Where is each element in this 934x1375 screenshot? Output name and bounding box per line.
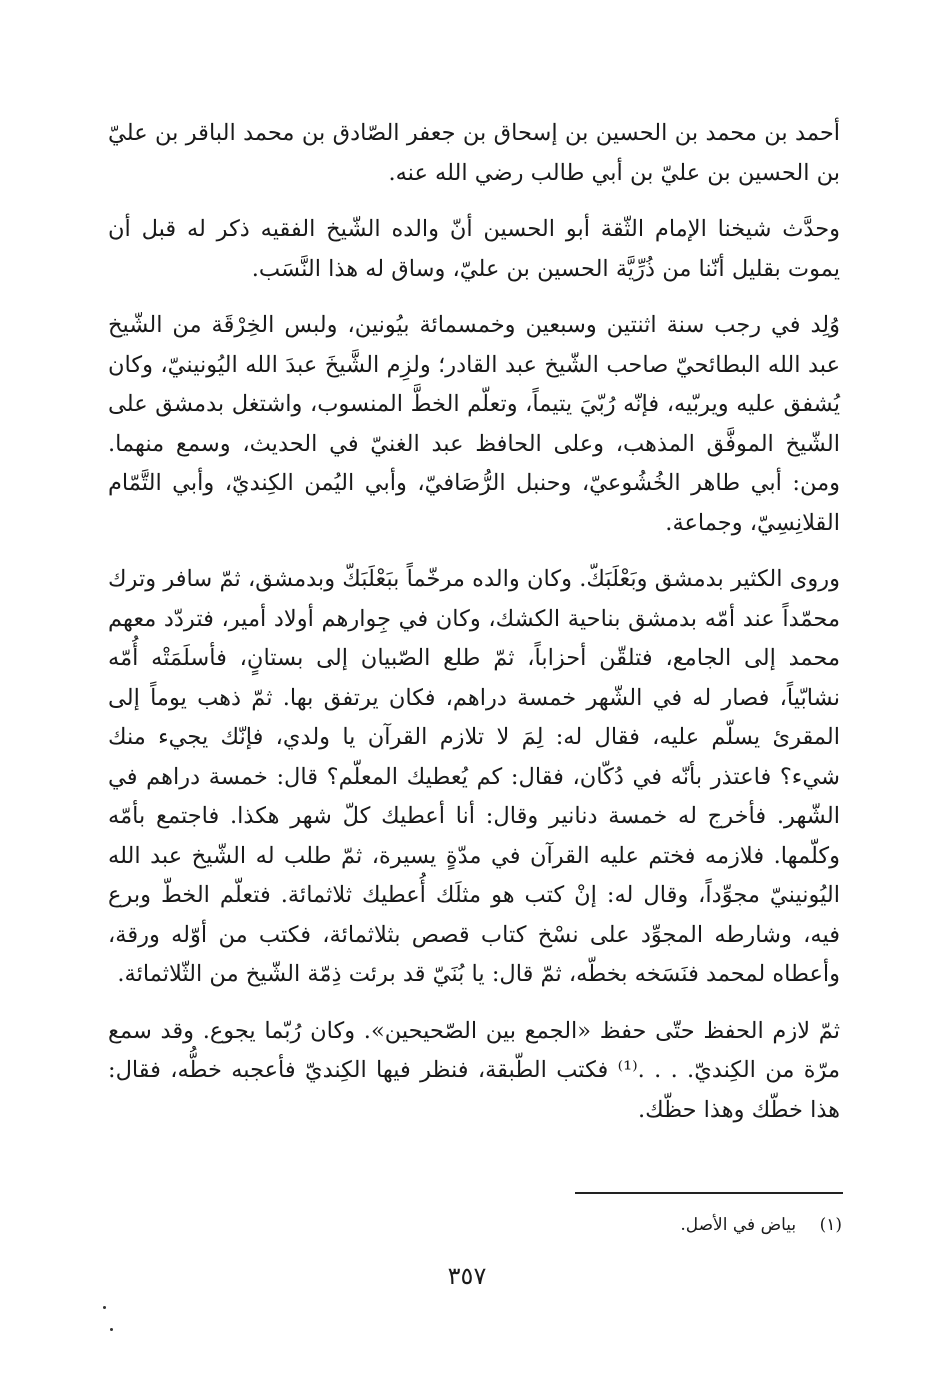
paragraph-childhood-story: وروى الكثير بدمشق وبَعْلَبَكّ. وكان والده مرخّماً ببَعْلَبَكّ وبدمشق، ثمّ سافر وترك محمّداً عند أمّه بدمشق بناحية الكشك، وكان في جِوارهم أولاد أمير، فتردّد معهم محمد إلى الجامع، فتلقّن أحزاباً، ثمّ طلع الصّبيان إلى بستانٍ، فأسلَمَتْه أُمّه نشابّياً، فصار له في الشّهر خمسة دراهم، فكان يرتفق بها. ثمّ ذهب يوماً إلى المقرئ يسلّم عليه، فقال له: لِمَ لا تلازم القرآن يا ولدي، فإنّك يجيء منك شيء؟ فاعتذر بأنّه في دُكّان، فقال: كم يُعطيك المعلّم؟ قال: خمسة دراهم في الشّهر. فأخرج له خمسة دنانير وقال: أنا أعطيك كلّ شهر هكذا. فاجتمع بأمّه وكلّمها. فلازمه فختم عليه القرآن في مدّةٍ يسيرة، ثمّ طلب له الشّيخ عبد الله اليُونينيّ مجوِّداً، وقال له: إنْ كتب هو مثلَك أُعطيك ثلاثمائة. فتعلّم الخطّ وبرع فيه، وشارطه المجوِّد على نسْخ كتاب قصص بثلاثمائة، فكتب من أوّله ورقة، وأعطاه لمحمد فنَسَخه بخطّه، ثمّ قال: يا بُنَيّ قد برئت ذِمّة الشّيخ من الثّلاثمائة.	[108, 566, 840, 987]
scan-speck	[103, 1306, 106, 1309]
page-number: ٣٥٧	[447, 1262, 487, 1290]
footnote-marker: (١)	[819, 1215, 842, 1235]
footnote	[680, 1212, 842, 1238]
paragraph-lineage-source: وحدَّث شيخنا الإمام الثّقة أبو الحسين أنّ والده الشّيخ الفقيه ذكر له قبل أن يموت بقليل أنّنا من ذُرِّيَّة الحسين بن عليّ، وساق له هذا النَّسَب.	[108, 216, 840, 282]
scan-speck	[110, 1328, 113, 1331]
main-text	[108, 114, 840, 1130]
paragraph-lineage: أحمد بن محمد بن الحسين بن إسحاق بن جعفر الصّادق بن محمد الباقر بن عليّ بن الحسين بن عليّ بن أبي طالب رضي الله عنه.	[108, 120, 840, 186]
paragraph-birth-education: وُلِد في رجب سنة اثنتين وسبعين وخمسمائة بيُونين، ولبس الخِرْقَة من الشّيخ عبد الله البطائحيّ صاحب الشّيخ عبد القادر؛ ولزِم الشَّيخَ عبدَ الله اليُونينيّ، وكان يُشفق عليه ويربّيه، فإنّه رُبّيَ يتيماً، وتعلّم الخطَّ المنسوب، واشتغل بدمشق على الشّيخ الموفَّق المذهب، وعلى الحافظ عبد الغنيّ في الحديث، وسمع منهما. ومن: أبي طاهر الخُشُوعيّ، وحنبل الرُّصَافيّ، وأبي اليُمن الكِنديّ، وأبي التَّمّام القلانِسِيّ، وجماعة.	[108, 312, 840, 536]
footnote-divider	[575, 1192, 843, 1194]
footnote-text: بياض في الأصل.	[680, 1215, 797, 1235]
paragraph-memorization: ثمّ لازم الحفظ حتّى حفظ «الجمع بين الصّحيحين». وكان رُبّما يجوع. وقد سمع مرّة من الكِنديّ. . . .⁽¹⁾ فكتب الطّبقة، فنظر فيها الكِنديّ فأعجبه خطُّه، فقال: هذا خطّك وهذا حظّك.	[108, 1017, 840, 1123]
